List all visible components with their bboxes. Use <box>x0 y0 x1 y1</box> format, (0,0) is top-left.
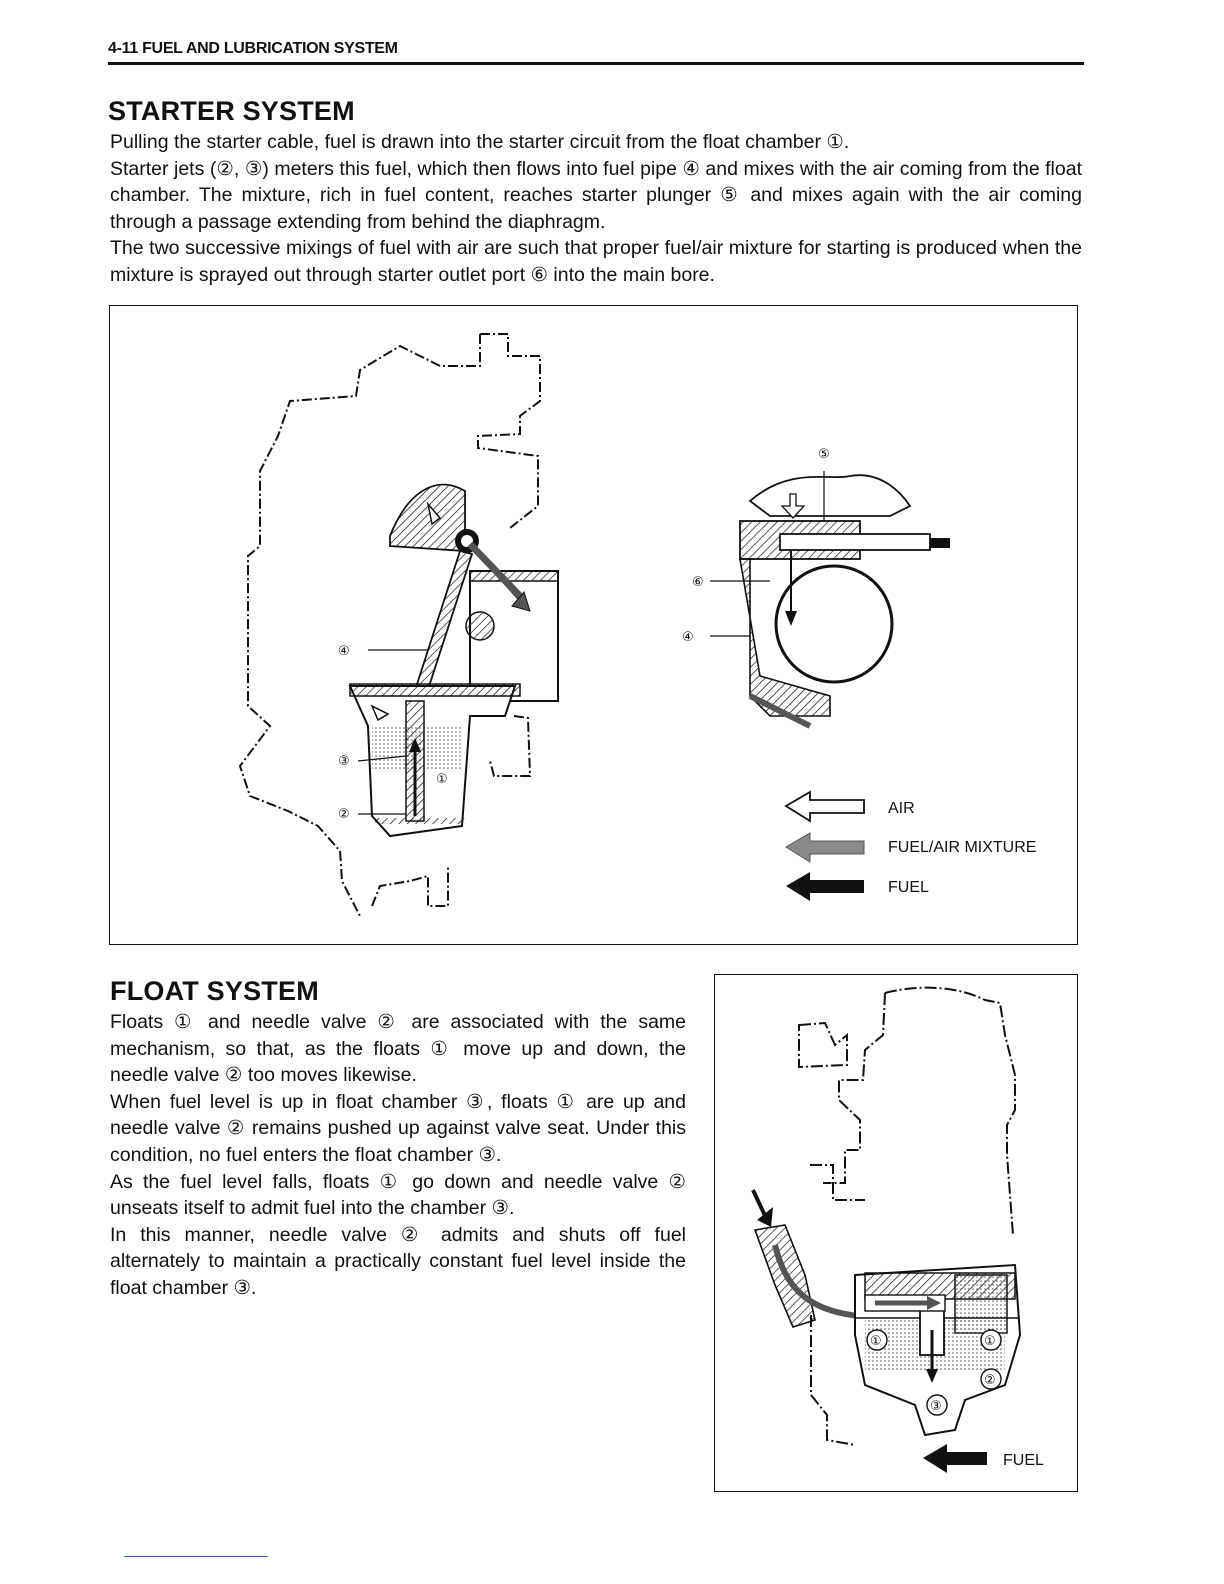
float-callout-3: ③ <box>930 1399 942 1414</box>
callout-3: ③ <box>338 754 350 769</box>
starter-system-figure <box>109 305 1078 945</box>
float-paragraph: In this manner, needle valve ② admits and shuts off fuel alternately to maintain a practically constant fuel level inside the float chamber ③. <box>110 1223 686 1299</box>
callout-5: ⑤ <box>818 447 830 462</box>
float-legend <box>923 1444 1044 1473</box>
float-paragraph: Floats ① and needle valve ② are associated with the same mechanism, so that, as the floats ① move up and down, the needle valve ② too moves likewise. <box>110 1011 686 1087</box>
starter-diagram <box>110 306 1077 944</box>
callout-6: ⑥ <box>692 575 704 590</box>
page-header: 4-11 FUEL AND LUBRICATION SYSTEM <box>108 40 1084 65</box>
upper-chamber <box>390 485 479 553</box>
legend-fuel-label: FUEL <box>888 879 929 896</box>
float-callout-2: ② <box>984 1373 996 1388</box>
float-system-heading: FLOAT SYSTEM <box>110 976 319 1006</box>
float-paragraph: When fuel level is up in float chamber ③, floats ① are up and needle valve ② remains pushed up against valve seat. Under this condition, no fuel enters the float chamber ③. <box>110 1090 686 1166</box>
footer-rule <box>124 1556 268 1557</box>
callout-1: ① <box>436 772 448 787</box>
float-diagram <box>715 975 1077 1491</box>
float-callout-1-left: ① <box>870 1334 882 1349</box>
starter-paragraph: Pulling the starter cable, fuel is drawn into the starter circuit from the float chamber ①. <box>110 131 850 153</box>
legend-fuel-air-mixture <box>786 833 1036 862</box>
legend-fuel-air-label: FUEL/AIR MIXTURE <box>888 839 1037 856</box>
callout-4: ④ <box>338 644 350 659</box>
legend-fuel <box>786 872 929 901</box>
callout-2: ② <box>338 807 350 822</box>
legend-air-label: AIR <box>888 800 915 817</box>
legend-air <box>786 792 915 821</box>
starter-legend <box>786 792 1036 901</box>
starter-system-text <box>110 129 1082 289</box>
float-system-text <box>110 1009 686 1302</box>
starter-system-heading: STARTER SYSTEM <box>108 96 355 126</box>
float-system-figure <box>714 974 1078 1492</box>
starter-paragraph: The two successive mixings of fuel with air are such that proper fuel/air mixture for starting is produced when the mixture is sprayed out through starter outlet port ⑥ into the main bore. <box>110 237 1082 286</box>
float-paragraph: As the fuel level falls, floats ① go down and needle valve ② unseats itself to admit fuel into the chamber ③. <box>110 1170 686 1220</box>
callout-4b: ④ <box>682 630 694 645</box>
starter-plunger-section <box>682 447 950 726</box>
float-chamber <box>350 684 520 836</box>
float-callout-1-right: ① <box>984 1334 996 1349</box>
starter-paragraph: Starter jets (②, ③) meters this fuel, which then flows into fuel pipe ④ and mixes with the air coming from the float chamber. The mixture, rich in fuel content, reaches starter plunger ⑤ and mixes again with the air coming through a passage extending from behind the diaphragm. <box>110 157 1082 233</box>
float-legend-fuel-label: FUEL <box>1003 1452 1044 1469</box>
